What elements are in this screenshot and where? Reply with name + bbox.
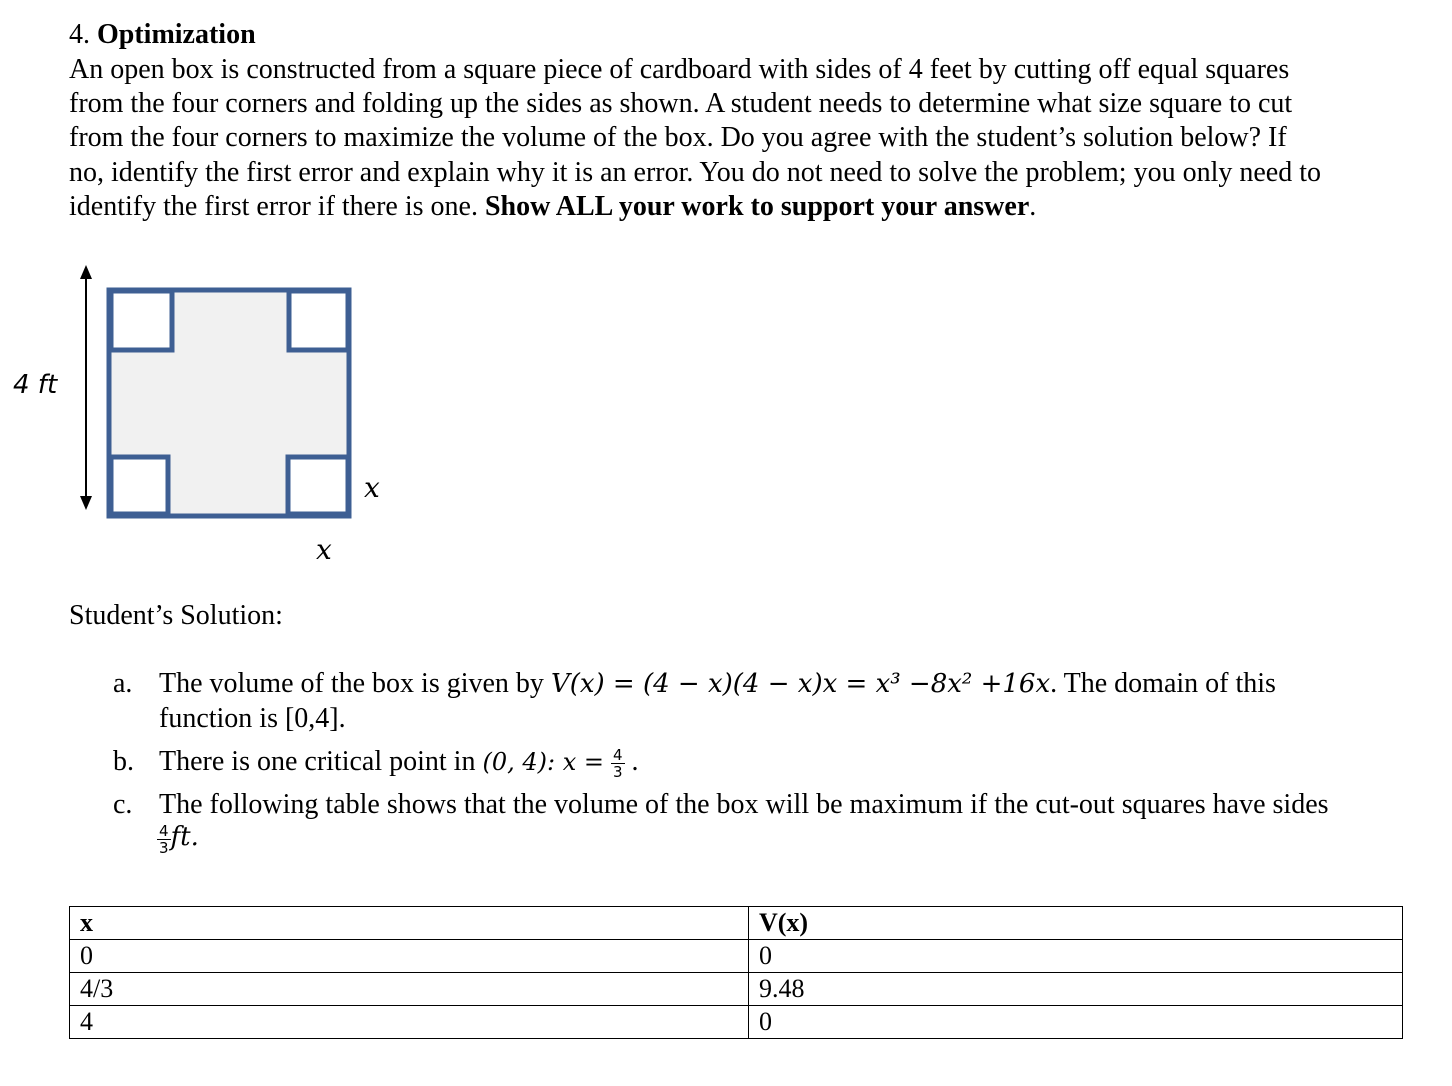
cell-vx: 0: [749, 1006, 1403, 1039]
problem-body-line-5: [69, 190, 1036, 225]
volume-table: [69, 906, 1403, 1039]
item-c-marker: c.: [113, 789, 133, 820]
arrow-head-up: [80, 265, 92, 279]
problem-body-line-1: An open box is constructed from a square piece of cardboard with sides of 4 feet by cutting off equal squares: [69, 54, 1290, 85]
table-header-row: [70, 907, 1403, 940]
solution-heading: Student’s Solution:: [69, 600, 283, 631]
problem-body-line-2: from the four corners and folding up the sides as shown. A student needs to determine what size square to cut: [69, 88, 1293, 119]
cell-x: 0: [70, 940, 749, 973]
header-vx: V(x): [749, 907, 1403, 940]
cell-x: 4: [70, 1006, 749, 1039]
critical-point: (0, 4): x =: [482, 748, 604, 776]
item-c-line-1: The following table shows that the volume of the box will be maximum if the cut-out squares have sides: [159, 789, 1329, 820]
problem-body-line-4: no, identify the first error and explain why it is an error. You do not need to solve the problem; you only need to: [69, 157, 1321, 188]
item-c-line-2: [157, 822, 199, 856]
corner-cut-top-left: [111, 291, 172, 350]
fraction-four-thirds-c: $\frac{4}{3}$: [159, 821, 169, 857]
table-row: [70, 1006, 1403, 1039]
cut-label-right: x: [364, 471, 380, 504]
cardboard-diagram: [0, 260, 420, 570]
unit-ft: ft.: [170, 822, 199, 852]
table-row: [70, 973, 1403, 1006]
cell-vx: 9.48: [749, 973, 1403, 1006]
instruction-bold: Show ALL your work to support your answer: [484, 191, 1030, 222]
item-a-marker: a.: [113, 668, 133, 699]
item-b-marker: b.: [113, 746, 134, 777]
corner-cut-top-right: [289, 291, 348, 350]
problem-body-line-3: from the four corners to maximize the volume of the box. Do you agree with the student’s solution below? If: [69, 122, 1287, 153]
volume-equation: V(x) = (4 − x)(4 − x)x = x³ −8x² +16x: [550, 669, 1051, 699]
fraction-four-thirds: $\frac{4}{3}$: [612, 746, 623, 782]
cell-vx: 0: [749, 940, 1403, 973]
arrow-head-down: [80, 496, 92, 510]
last-line-suffix: .: [1029, 191, 1037, 222]
side-length-label: 4 ft: [13, 370, 58, 400]
last-line-prefix: identify the first error if there is one.: [69, 191, 485, 222]
corner-cut-bottom-left: [111, 457, 168, 514]
header-x: x: [70, 907, 749, 940]
item-b-line: There is one critical point in (0, 4): x = $\frac{4}{3}$ .: [159, 746, 639, 782]
cut-label-bottom: x: [316, 533, 332, 566]
corner-cut-bottom-right: [288, 457, 348, 514]
item-a-line-2: function is [0,4].: [159, 703, 346, 734]
cell-x: 4/3: [70, 973, 749, 1006]
table-row: [70, 940, 1403, 973]
problem-title: Optimization: [97, 19, 256, 50]
problem-heading: [69, 18, 256, 53]
item-a-line-1: The volume of the box is given by V(x) = (4 − x)(4 − x)x = x³ −8x² +16x. The domain of this: [159, 668, 1276, 699]
problem-number: 4.: [69, 19, 90, 50]
